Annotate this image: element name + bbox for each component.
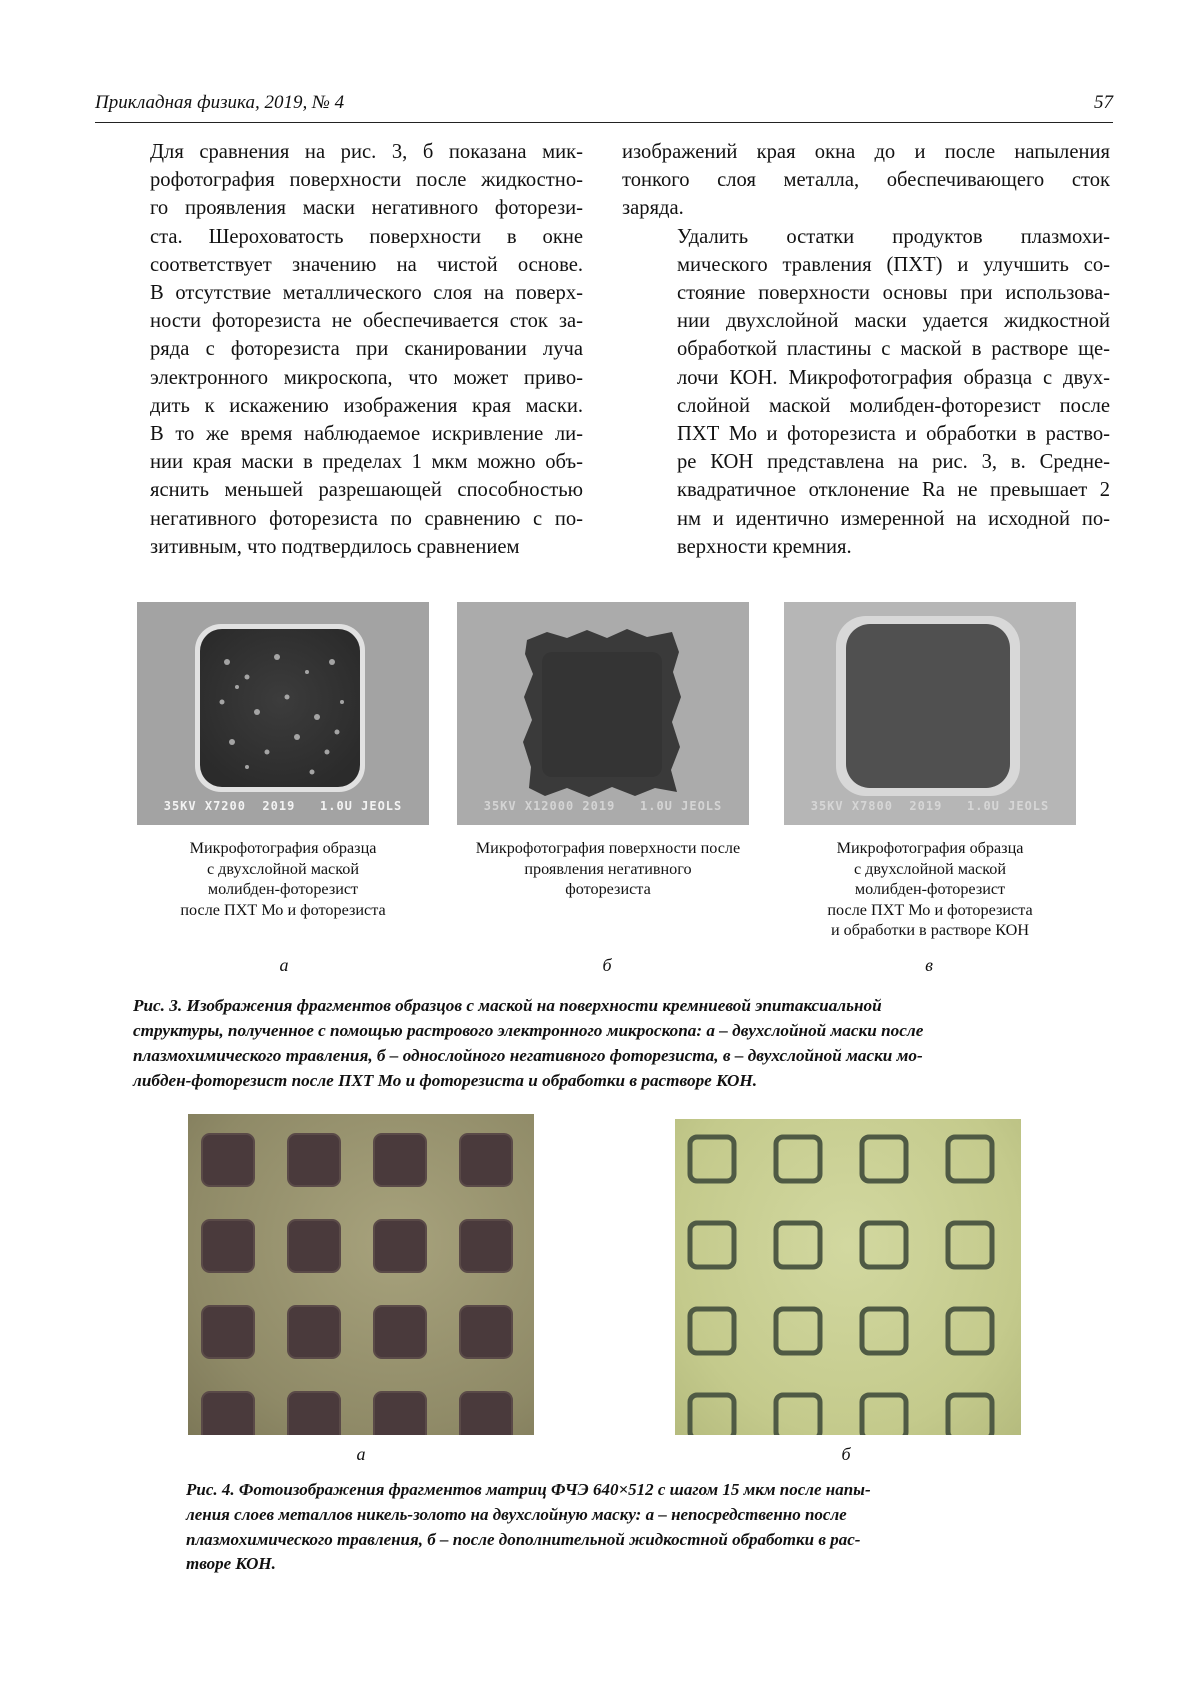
matrix-pixel bbox=[202, 1134, 254, 1186]
text-line: ПХТ Мо и фоторезиста и обработки в раство- bbox=[622, 420, 1110, 448]
matrix-pixel bbox=[948, 1137, 992, 1181]
matrix-pixel bbox=[288, 1134, 340, 1186]
matrix-pixel bbox=[288, 1392, 340, 1435]
matrix-pixel bbox=[288, 1220, 340, 1272]
subcaption-line: проявления негативного bbox=[450, 859, 766, 880]
sem-overlay-label: 35KV X7200 2019 1.0U JEOLS bbox=[137, 799, 429, 813]
subcaption-line: после ПХТ Мо и фоторезиста bbox=[137, 900, 429, 921]
text-line: мического травления (ПХТ) и улучшить со- bbox=[622, 251, 1110, 279]
subcaption-line: после ПХТ Мо и фоторезиста bbox=[784, 900, 1076, 921]
photo-a bbox=[188, 1114, 534, 1435]
text-line: квадратичное отклонение Ra не превышает 2 bbox=[622, 476, 1110, 504]
matrix-pixel bbox=[202, 1220, 254, 1272]
caption-line: либден-фоторезист после ПХТ Мо и фоторезиста и обработки в растворе КОН. bbox=[133, 1068, 1083, 1093]
right-paragraph-2 bbox=[622, 223, 1110, 561]
left-column bbox=[95, 138, 583, 561]
text-line: обработкой пластины с маской в растворе ще- bbox=[622, 335, 1110, 363]
sem-micrograph-c-graphic bbox=[784, 602, 1076, 825]
matrix-pixel bbox=[288, 1306, 340, 1358]
sem-image-c bbox=[784, 602, 1076, 825]
right-column bbox=[622, 138, 1110, 561]
subcaption-line: с двухслойной маской bbox=[137, 859, 429, 880]
photo-b-pixel-matrix bbox=[675, 1119, 1021, 1435]
text-line: Для сравнения на рис. 3, б показана мик- bbox=[95, 138, 583, 166]
text-line: стояние поверхности основы при использова- bbox=[622, 279, 1110, 307]
subcaption-line: Микрофотография образца bbox=[784, 838, 1076, 859]
text-line: ряда с фоторезиста при сканировании луча bbox=[95, 335, 583, 363]
text-line: тонкого слоя металла, обеспечивающего сток bbox=[622, 166, 1110, 194]
matrix-pixel bbox=[690, 1137, 734, 1181]
text-line: В отсутствие металлического слоя на поверх- bbox=[95, 279, 583, 307]
matrix-pixel bbox=[460, 1220, 512, 1272]
matrix-pixel bbox=[776, 1223, 820, 1267]
subcaption-a bbox=[137, 838, 429, 920]
subfigure-letter-a: а bbox=[341, 1444, 381, 1465]
text-line: яснить меньшей разрешающей способностью bbox=[95, 476, 583, 504]
text-line: зитивным, что подтвердилось сравнением bbox=[95, 533, 583, 561]
sem-image-a bbox=[137, 602, 429, 825]
matrix-pixel bbox=[690, 1309, 734, 1353]
sem-overlay-label: 35KV X12000 2019 1.0U JEOLS bbox=[457, 799, 749, 813]
matrix-pixel bbox=[862, 1395, 906, 1435]
text-line: ре КОН представлена на рис. 3, в. Средне- bbox=[622, 448, 1110, 476]
text-line: заряда. bbox=[622, 194, 1110, 222]
text-line: нм и идентично измеренной на исходной по- bbox=[622, 505, 1110, 533]
matrix-pixel bbox=[374, 1392, 426, 1435]
subcaption-line: фоторезиста bbox=[450, 879, 766, 900]
matrix-pixel bbox=[948, 1395, 992, 1435]
matrix-pixel bbox=[862, 1309, 906, 1353]
subcaption-line: молибден-фоторезист bbox=[137, 879, 429, 900]
journal-title: Прикладная физика, 2019, № 4 bbox=[95, 92, 344, 114]
text-line: Удалить остатки продуктов плазмохи- bbox=[622, 223, 1110, 251]
sem-micrograph-a-graphic bbox=[137, 602, 429, 825]
matrix-pixel bbox=[948, 1223, 992, 1267]
text-line: ста. Шероховатость поверхности в окне bbox=[95, 223, 583, 251]
matrix-pixel bbox=[690, 1395, 734, 1435]
caption-line: творе КОН. bbox=[186, 1552, 1016, 1577]
subfigure-letter-b: б bbox=[587, 955, 627, 976]
matrix-pixel bbox=[202, 1306, 254, 1358]
figure-4-caption bbox=[186, 1478, 1016, 1577]
matrix-pixel bbox=[374, 1306, 426, 1358]
subfigure-letter-a: а bbox=[264, 955, 304, 976]
text-line: ности фоторезиста не обеспечивается сток за- bbox=[95, 307, 583, 335]
text-line: го проявления маски негативного фоторези- bbox=[95, 194, 583, 222]
matrix-pixel bbox=[776, 1309, 820, 1353]
right-paragraph-1 bbox=[622, 138, 1110, 223]
text-line: негативного фоторезиста по сравнению с по- bbox=[95, 505, 583, 533]
photo-a-pixel-matrix bbox=[188, 1114, 534, 1435]
subcaption-line: молибден-фоторезист bbox=[784, 879, 1076, 900]
text-line: верхности кремния. bbox=[622, 533, 1110, 561]
caption-line: структуры, полученное с помощью растрового электронного микроскопа: а – двухслойной маски после bbox=[133, 1018, 1083, 1043]
subcaption-line: Микрофотография поверхности после bbox=[450, 838, 766, 859]
sem-overlay-label: 35KV X7800 2019 1.0U JEOLS bbox=[784, 799, 1076, 813]
text-line: изображений края окна до и после напыления bbox=[622, 138, 1110, 166]
caption-line: Рис. 3. Изображения фрагментов образцов с маской на поверхности кремниевой эпитаксиальной bbox=[133, 993, 1083, 1018]
text-line: нии края маски в пределах 1 мкм можно объ- bbox=[95, 448, 583, 476]
matrix-pixel bbox=[776, 1137, 820, 1181]
sem-image-b bbox=[457, 602, 749, 825]
sem-micrograph-b-graphic bbox=[457, 602, 749, 825]
text-line: лочи КОН. Микрофотография образца с двух- bbox=[622, 364, 1110, 392]
text-line: соответствует значению на чистой основе. bbox=[95, 251, 583, 279]
matrix-pixel bbox=[862, 1137, 906, 1181]
matrix-pixel bbox=[690, 1223, 734, 1267]
subcaption-line: Микрофотография образца bbox=[137, 838, 429, 859]
text-line: дить к искажению изображения края маски. bbox=[95, 392, 583, 420]
caption-line: плазмохимического травления, б – после дополнительной жидкостной обработки в рас- bbox=[186, 1528, 1016, 1553]
photo-b bbox=[675, 1119, 1021, 1435]
subcaption-c bbox=[784, 838, 1076, 941]
text-line: электронного микроскопа, что может приво- bbox=[95, 364, 583, 392]
subcaption-b bbox=[450, 838, 766, 900]
caption-line: плазмохимического травления, б – однослойного негативного фоторезиста, в – двухслойной маски мо- bbox=[133, 1043, 1083, 1068]
matrix-pixel bbox=[460, 1306, 512, 1358]
running-head bbox=[95, 92, 1113, 123]
subfigure-letter-c: в bbox=[909, 955, 949, 976]
text-line: нии двухслойной маски удается жидкостной bbox=[622, 307, 1110, 335]
matrix-pixel bbox=[374, 1220, 426, 1272]
matrix-pixel bbox=[202, 1392, 254, 1435]
matrix-pixel bbox=[460, 1392, 512, 1435]
matrix-pixel bbox=[460, 1134, 512, 1186]
figure-3-caption bbox=[133, 993, 1083, 1093]
caption-line: Рис. 4. Фотоизображения фрагментов матриц ФЧЭ 640×512 с шагом 15 мкм после напы- bbox=[186, 1478, 1016, 1503]
left-paragraph bbox=[95, 138, 583, 561]
page-number: 57 bbox=[1094, 92, 1113, 114]
subcaption-line: с двухслойной маской bbox=[784, 859, 1076, 880]
subfigure-letter-b: б bbox=[826, 1444, 866, 1465]
matrix-pixel bbox=[776, 1395, 820, 1435]
text-line: рофотография поверхности после жидкостно- bbox=[95, 166, 583, 194]
matrix-pixel bbox=[948, 1309, 992, 1353]
matrix-pixel bbox=[862, 1223, 906, 1267]
text-line: В то же время наблюдаемое искривление ли- bbox=[95, 420, 583, 448]
text-line: слойной маской молибден-фоторезист после bbox=[622, 392, 1110, 420]
subcaption-line: и обработки в растворе КОН bbox=[784, 920, 1076, 941]
caption-line: ления слоев металлов никель-золото на двухслойную маску: а – непосредственно после bbox=[186, 1503, 1016, 1528]
matrix-pixel bbox=[374, 1134, 426, 1186]
